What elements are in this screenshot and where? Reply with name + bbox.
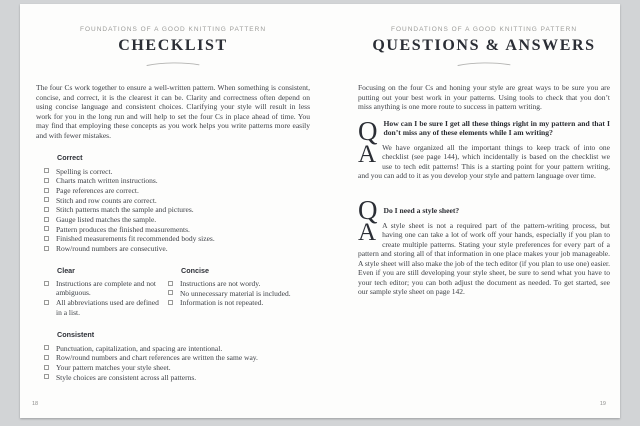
section-heading-concise: Concise: [181, 265, 209, 275]
checkbox[interactable]: [168, 290, 173, 295]
page-questions-answers: [320, 4, 620, 418]
section-heading-consistent: Consistent: [57, 330, 95, 340]
question-row: [358, 194, 610, 225]
a-dropcap: A: [358, 218, 377, 246]
check-item: [44, 234, 310, 243]
checkbox[interactable]: [44, 374, 49, 379]
title-flourish-icon: [455, 60, 513, 68]
checkbox[interactable]: [44, 197, 49, 202]
book-spread: [20, 4, 620, 418]
section-concise: [160, 266, 310, 308]
checkbox[interactable]: [44, 168, 49, 173]
section-consistent: [36, 330, 310, 382]
check-item-label: Punctuation, capitalization, and spacing are intentional.: [56, 343, 223, 353]
check-item-label: Information is not repeated.: [180, 298, 264, 308]
checkbox[interactable]: [44, 246, 49, 251]
check-item: [44, 373, 310, 382]
check-item-label: Row/round numbers and chart references are written the same way.: [56, 353, 258, 363]
check-item: [44, 167, 310, 176]
checklist-intro: The four Cs work together to ensure a well-written pattern. When something is consistent, concise, and correct, it is the clearest it can be. Clarity and correctness often depend on using concise language and consistent choices. Clarifying your style will result in less work for you in the long run and will help to set the four Cs in place ahead of time. You may find that employing these concepts as you work helps you write patterns more easily and with fewer mistakes.: [36, 83, 310, 140]
check-item: [168, 298, 310, 307]
answer-text: We have organized all the important things to keep track of into one checklist (see page 144), which incidentally is based on the checklist we use to tech edit patterns! This is a starting point for your pattern writing, and you can add to it as you develop your style and pattern language over time.: [358, 142, 610, 181]
check-item-label: Pattern produces the finished measurements.: [56, 224, 190, 234]
checkbox[interactable]: [44, 300, 49, 305]
check-item-label: Instructions are complete and not ambiguous.: [56, 279, 156, 298]
check-item: [168, 279, 310, 288]
check-item-label: Finished measurements fit recommended body sizes.: [56, 234, 215, 244]
check-item: [44, 205, 310, 214]
check-item-label: Page references are correct.: [56, 185, 139, 195]
check-item: [44, 298, 160, 317]
title-flourish-icon: [144, 60, 202, 68]
check-item: [44, 344, 310, 353]
checkbox[interactable]: [44, 355, 49, 360]
check-item-label: Instructions are not wordy.: [180, 279, 261, 289]
page-title-checklist: CHECKLIST: [118, 37, 228, 54]
checkbox[interactable]: [44, 207, 49, 212]
check-item-label: Spelling is correct.: [56, 166, 113, 176]
checkbox[interactable]: [168, 300, 173, 305]
page-number-right: 19: [599, 401, 606, 407]
check-item: [44, 279, 160, 298]
check-item: [44, 176, 310, 185]
a-dropcap: A: [358, 140, 377, 168]
qa-item: [358, 194, 610, 297]
check-item: [44, 215, 310, 224]
checkbox[interactable]: [44, 236, 49, 241]
check-item-label: No unnecessary material is included.: [180, 288, 291, 298]
question-text: How can I be sure I get all these things right in my pattern and that I don’t miss any of these elements while I am writing?: [383, 118, 610, 138]
check-item: [44, 363, 310, 372]
check-item-label: Your pattern matches your style sheet.: [56, 363, 171, 373]
section-heading-correct: Correct: [57, 153, 83, 162]
check-item-label: All abbreviations used are defined in a list.: [56, 298, 159, 317]
checkbox[interactable]: [44, 281, 49, 286]
check-item: [44, 244, 310, 253]
check-item-label: Row/round numbers are consecutive.: [56, 244, 168, 254]
check-item: [44, 225, 310, 234]
checkbox[interactable]: [44, 365, 49, 370]
kicker-right: FOUNDATIONS OF A GOOD KNITTING PATTERN: [390, 26, 578, 33]
check-item: [44, 353, 310, 362]
page-number-left: 18: [32, 401, 39, 407]
clear-concise-columns: [36, 266, 310, 318]
qa-intro: Focusing on the four Cs and honing your style are great ways to be sure you are putting out your best work in your patterns. Using tools to check that you don’t miss anything is one more route to success in pattern writing.: [358, 83, 610, 111]
section-clear: [36, 266, 160, 317]
page-checklist: [20, 4, 320, 418]
checkbox[interactable]: [44, 217, 49, 222]
check-item-label: Stitch patterns match the sample and pictures.: [56, 205, 194, 215]
check-item: [44, 196, 310, 205]
qa-item: [358, 115, 610, 181]
check-item-label: Charts match written instructions.: [56, 176, 158, 186]
checkbox[interactable]: [168, 281, 173, 286]
answer-row: [358, 140, 610, 181]
page-title-questions-answers: QUESTIONS & ANSWERS: [372, 37, 596, 54]
checkbox[interactable]: [44, 226, 49, 231]
question-text: Do I need a style sheet?: [383, 205, 460, 215]
q-dropcap: Q: [358, 194, 378, 225]
section-heading-clear: Clear: [57, 265, 75, 275]
check-item: [168, 289, 310, 298]
answer-text: A style sheet is not a required part of the pattern-writing process, but having one can take a lot of work off your hands, especially if you plan to create multiple patterns. Stating your style preferences for every part of a pattern and storing all of that information in one place makes your job manageable. A style sheet will also make the job of the tech editor (if you plan to use one) easier. Even if you are still developing your style sheet, be sure to send what you have to your tech editor; you can both adjust the document as needed. To get started, see our sample style sheet on page 142.: [358, 220, 610, 297]
check-item-label: Style choices are consistent across all patterns.: [56, 372, 197, 382]
answer-row: [358, 218, 610, 297]
question-row: [358, 115, 610, 146]
checkbox[interactable]: [44, 345, 49, 350]
checkbox[interactable]: [44, 178, 49, 183]
check-item-label: Stitch and row counts are correct.: [56, 195, 157, 205]
check-item-label: Gauge listed matches the sample.: [56, 215, 157, 225]
kicker-left: FOUNDATIONS OF A GOOD KNITTING PATTERN: [79, 26, 267, 33]
q-dropcap: Q: [358, 115, 378, 146]
checkbox[interactable]: [44, 188, 49, 193]
check-item: [44, 186, 310, 195]
section-correct: [36, 153, 310, 254]
